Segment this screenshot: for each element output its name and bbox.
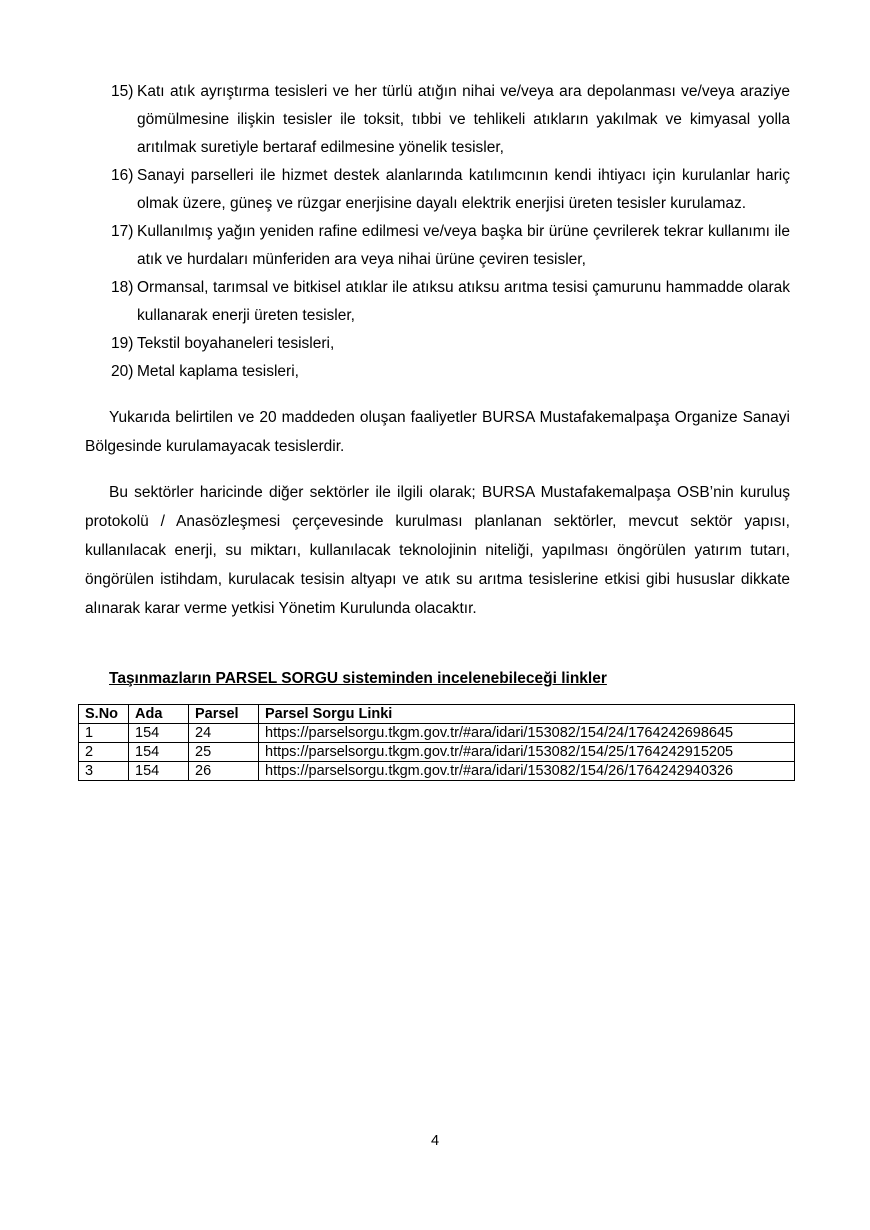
- parcel-table: [78, 704, 795, 781]
- list-item-18: [85, 274, 790, 330]
- cell-ada: 154: [129, 762, 189, 781]
- item-text: Sanayi parselleri ile hizmet destek alanlarında katılımcının kendi ihtiyacı için kurulanlar hariç olmak üzere, güneş ve rüzgar enerjisine dayalı elektrik enerjisi üreten tesisler kurulamaz.: [137, 167, 790, 212]
- cell-ada: 154: [129, 724, 189, 743]
- page-number: 4: [430, 1133, 440, 1149]
- item-text: Metal kaplama tesisleri,: [137, 363, 299, 380]
- list-item-19: [85, 330, 790, 358]
- item-number: 18): [111, 279, 134, 296]
- cell-ada: 154: [129, 743, 189, 762]
- parcel-link[interactable]: https://parselsorgu.tkgm.gov.tr/#ara/idari/153082/154/26/1764242940326: [259, 762, 795, 781]
- item-number: 15): [111, 83, 134, 100]
- table-row: [79, 762, 795, 781]
- table-row: [79, 724, 795, 743]
- parcel-link[interactable]: https://parselsorgu.tkgm.gov.tr/#ara/idari/153082/154/24/1764242698645: [259, 724, 795, 743]
- table-header-row: [79, 705, 795, 724]
- list-item-20: [85, 358, 790, 386]
- numbered-list: [85, 78, 790, 386]
- cell-sno: 2: [79, 743, 129, 762]
- item-text: Tekstil boyahaneleri tesisleri,: [137, 335, 335, 352]
- cell-sno: 1: [79, 724, 129, 743]
- item-number: 20): [111, 363, 134, 380]
- parcel-link[interactable]: https://parselsorgu.tkgm.gov.tr/#ara/idari/153082/154/25/1764242915205: [259, 743, 795, 762]
- list-item-17: [85, 218, 790, 274]
- cell-parsel: 26: [189, 762, 259, 781]
- body-paragraph-1: Yukarıda belirtilen ve 20 maddeden oluşan faaliyetler BURSA Mustafakemalpaşa Organize Sanayi Bölgesinde kurulamayacak tesislerdir.: [85, 409, 790, 455]
- col-header-link: Parsel Sorgu Linki: [259, 705, 795, 724]
- list-item-16: [85, 162, 790, 218]
- item-text: Katı atık ayrıştırma tesisleri ve her türlü atığın nihai ve/veya ara depolanması ve/veya araziye gömülmesine ilişkin tesisler ile toksit, tıbbi ve tehlikeli atıkların yakılmak ve kimyasal yolla arıtılmak suretiyle bertaraf edilmesine yönelik tesisler,: [137, 83, 790, 156]
- item-text: Ormansal, tarımsal ve bitkisel atıklar ile atıksu atıksu arıtma tesisi çamurunu hammadde olarak kullanarak enerji üreten tesisler,: [137, 279, 790, 324]
- cell-parsel: 25: [189, 743, 259, 762]
- list-item-15: [85, 78, 790, 162]
- item-number: 16): [111, 167, 134, 184]
- item-number: 19): [111, 335, 134, 352]
- cell-parsel: 24: [189, 724, 259, 743]
- cell-sno: 3: [79, 762, 129, 781]
- item-text: Kullanılmış yağın yeniden rafine edilmesi ve/veya başka bir ürüne çevrilerek tekrar kullanımı ile atık ve hurdaları münferiden ara veya nihai ürüne çeviren tesisler,: [137, 223, 790, 268]
- table-row: [79, 743, 795, 762]
- col-header-sno: S.No: [79, 705, 129, 724]
- col-header-parsel: Parsel: [189, 705, 259, 724]
- item-number: 17): [111, 223, 134, 240]
- col-header-ada: Ada: [129, 705, 189, 724]
- section-heading: Taşınmazların PARSEL SORGU sisteminden incelenebileceği linkler: [109, 670, 607, 687]
- body-paragraph-2: Bu sektörler haricinde diğer sektörler ile ilgili olarak; BURSA Mustafakemalpaşa OSB’nin kuruluş protokolü / Anasözleşmesi çerçevesinde kurulması planlanan sektörler, mevcut sektör yapısı, kullanılacak enerji, su miktarı, kullanılacak teknolojinin niteliği, yapılması öngörülen yatırım tutarı, öngörülen istihdam, kurulacak tesisin altyapı ve atık su arıtma tesislerine etkisi gibi hususlar dikkate alınarak karar verme yetkisi Yönetim Kurulunda olacaktır.: [85, 484, 790, 617]
